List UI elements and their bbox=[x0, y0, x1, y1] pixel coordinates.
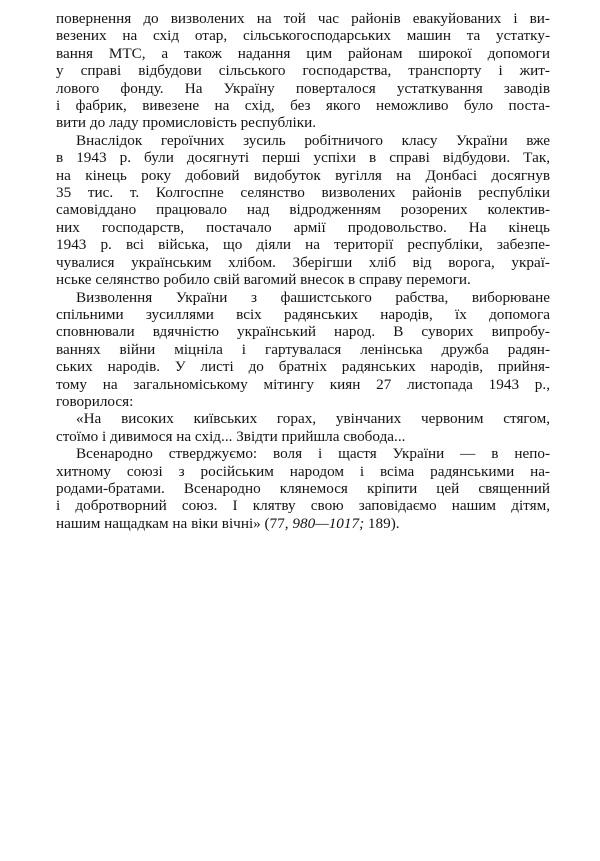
text-line: стоїмо і дивимося на схід... Звідти прийшла свобода... bbox=[56, 427, 406, 445]
text-line: 1943 р. всі війська, що діяли на території республіки, забезпе- bbox=[56, 236, 550, 254]
text-line: Визволення України з фашистського рабства, виборюване bbox=[76, 288, 550, 306]
quote-paragraph-2 bbox=[56, 445, 550, 532]
text-line: тому на загальноміському мітингу киян 27 листопада 1943 р., bbox=[56, 375, 550, 393]
text-line: ваннях війни міцніла і гартувалася ленінська дружба радян- bbox=[56, 340, 550, 358]
text-line: чувалися українським хлібом. Зберігши хліб від ворога, украї- bbox=[56, 253, 550, 271]
text-line: вити до ладу промисловість республіки. bbox=[56, 114, 317, 132]
text-line: повернення до визволених на той час районів евакуйованих і ви- bbox=[56, 10, 550, 27]
text-line: 35 тис. т. Колгоспне селянство визволених районів республіки bbox=[56, 184, 550, 202]
text-line: хитному союзі з російським народом і всіма радянськими на- bbox=[56, 462, 550, 480]
text-line: на кінець року добовий видобуток вугілля на Донбасі досягнув bbox=[56, 166, 550, 184]
citation-pages: 980—1017; bbox=[292, 514, 365, 532]
paragraph-2 bbox=[56, 132, 550, 289]
citation-end: 189). bbox=[364, 514, 400, 532]
citation-text: нашим нащадкам на віки вічні» (77, bbox=[56, 514, 293, 532]
citation-line bbox=[56, 515, 550, 532]
text-line: самовіддано працювало над відродженням розорених колектив- bbox=[56, 201, 550, 219]
text-line: ських народів. У листі до братніх радянських народів, прийня- bbox=[56, 358, 550, 376]
text-line: сповнювали вдячністю український народ. В суворих випробу- bbox=[56, 323, 550, 341]
text-line: говорилося: bbox=[56, 392, 134, 410]
text-line: них господарств, постачало армії продовольство. На кінець bbox=[56, 218, 550, 236]
text-line: «На високих київських горах, увінчаних червоним стягом, bbox=[76, 410, 550, 428]
text-line: і фабрик, вивезене на схід, без якого неможливо було поста- bbox=[56, 97, 550, 115]
paragraph-3 bbox=[56, 289, 550, 411]
text-line: родами-братами. Всенародно клянемося кріпити цей священний bbox=[56, 479, 550, 497]
text-line: Всенародно стверджуємо: воля і щастя України — в непо- bbox=[76, 445, 550, 463]
text-line: Внаслідок героїчних зусиль робітничого класу України вже bbox=[76, 131, 550, 149]
text-line: спільними зусиллями всіх радянських народів, їх допомога bbox=[56, 305, 550, 323]
text-line: у справі відбудови сільського господарства, транспорту і жит- bbox=[56, 62, 550, 80]
text-line: лового фонду. На Україну поверталося устаткування заводів bbox=[56, 79, 550, 97]
text-line: нське селянство робило свій вагомий внесок в справу перемоги. bbox=[56, 271, 471, 289]
paragraph-1 bbox=[56, 10, 550, 132]
text-line: і добротворний союз. І клятву свою заповідаємо нашим дітям, bbox=[56, 497, 550, 515]
text-line: вання МТС, а також надання цим районам широкої допомоги bbox=[56, 44, 550, 62]
text-line: везених на схід отар, сільськогосподарських машин та устатку- bbox=[56, 27, 550, 45]
quote-paragraph-1 bbox=[56, 410, 550, 445]
text-line: в 1943 р. були досягнуті перші успіхи в справі відбудови. Так, bbox=[56, 149, 550, 167]
document-page bbox=[56, 10, 550, 532]
